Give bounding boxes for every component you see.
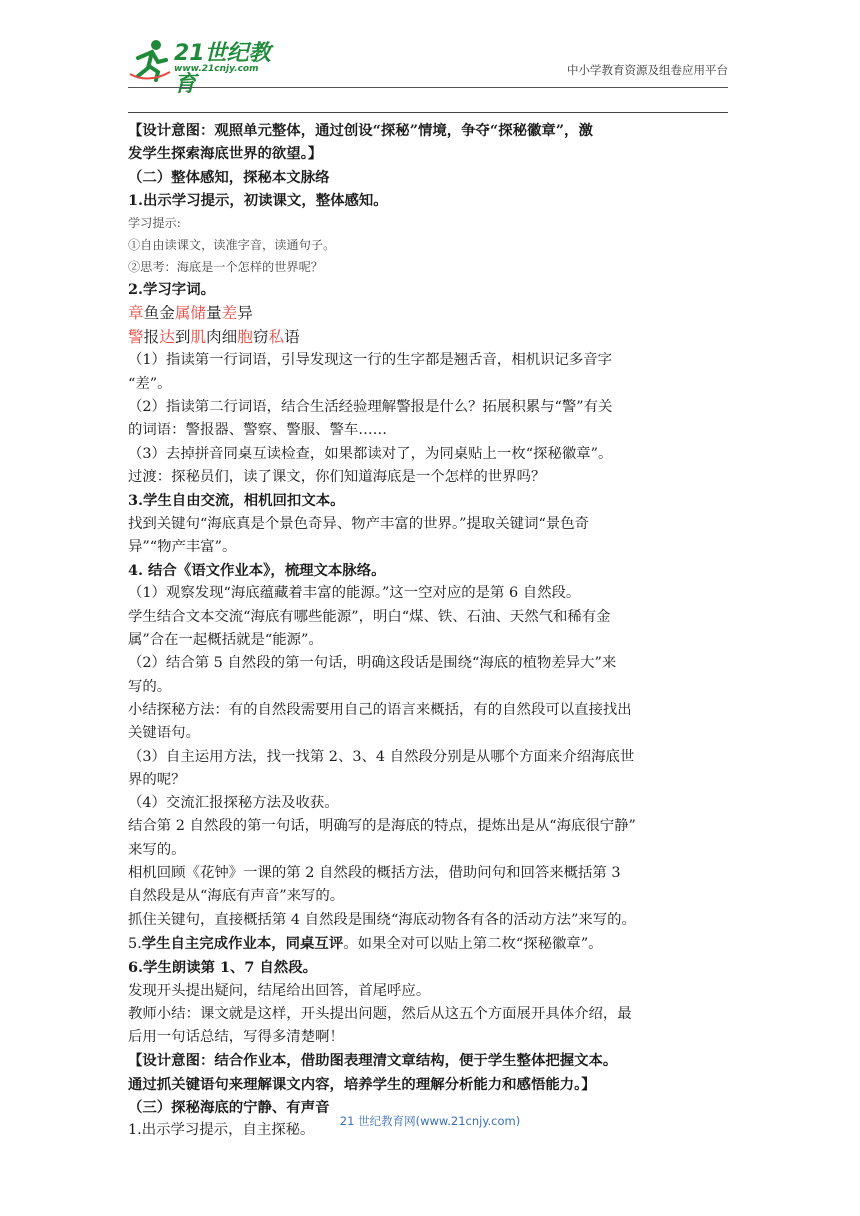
vocab-row-2	[128, 325, 734, 349]
paragraph-line: 结合第 2 自然段的第一句话，明确写的是海底的特点，提炼出是从“海底很宁静”	[128, 818, 636, 835]
vocab-highlight: 差	[221, 304, 238, 323]
paragraph-line: 属”合在一起概括就是“能源”。	[128, 632, 323, 649]
vocab-row-1	[128, 301, 734, 325]
page-footer: 21 世纪教育网(www.21cnjy.com)	[339, 1114, 521, 1128]
paragraph-line: 1.出示学习提示，自主探秘。	[128, 1122, 315, 1139]
platform-title: 中小学教育资源及组卷应用平台	[567, 63, 728, 77]
design-intent-line: 【设计意图：观照单元整体，通过创设“探秘”情境，争夺“探秘徽章”，激	[128, 122, 593, 139]
site-logo	[128, 36, 288, 97]
vocab-text: 异	[237, 304, 253, 323]
paragraph-line: 界的呢？	[128, 771, 186, 788]
step-heading: 2.学习字词。	[128, 281, 215, 299]
paragraph-line: 学生结合文本交流“海底有哪些能源”，明白“煤、铁、石油、天然气和稀有金	[128, 608, 611, 625]
vocab-highlight: 警	[128, 328, 144, 347]
paragraph-line: “差”。	[128, 375, 172, 392]
paragraph-line: 找到关键句“海底真是个景色奇异、物产丰富的世界。”提取关键词“景色奇	[128, 515, 589, 532]
paragraph-line: （1）指读第一行词语，引导发现这一行的生字都是翘舌音，相机识记多音字	[128, 352, 613, 369]
vocab-text: 到	[174, 328, 191, 347]
paragraph-line: 小结探秘方法：有的自然段需要用自己的语言来概括，有的自然段可以直接找出	[128, 701, 632, 718]
logo-name: 21世纪教育	[174, 41, 271, 97]
paragraph-line: 的词语：警报器、警察、警服、警车……	[128, 422, 388, 439]
paragraph-line: 写的。	[128, 678, 172, 695]
study-tip-item: ②思考：海底是一个怎样的世界呢？	[128, 260, 323, 275]
paragraph-line: （3）自主运用方法，找一找第 2、3、4 自然段分别是从哪个方面来介绍海底世	[128, 748, 635, 765]
study-tip-label: 学习提示:	[128, 216, 181, 231]
step-heading: 1.出示学习提示，初读课文，整体感知。	[128, 191, 388, 209]
vocab-highlight: 达	[159, 328, 175, 347]
vocab-highlight: 私	[268, 328, 285, 347]
paragraph-line: 自然段是从“海底有声音”来写的。	[128, 888, 345, 905]
vocab-text: 窃	[252, 328, 269, 347]
vocab-text: 细	[221, 328, 238, 347]
paragraph-line: 关键语句。	[128, 725, 200, 742]
vocab-highlight: 胞	[237, 328, 253, 347]
step-heading: 3.学生自由交流，相机回扣文本。	[128, 492, 345, 510]
design-intent-line: 通过抓关键语句来理解课文内容，培养学生的理解分析能力和感悟能力。】	[128, 1075, 596, 1093]
paragraph-line: （2）结合第 5 自然段的第一句话，明确这段话是围绕“海底的植物差异大”来	[128, 655, 617, 672]
section-heading: （二）整体感知，探秘本文脉络	[128, 168, 330, 186]
document-body	[128, 119, 734, 1143]
paragraph-line: 来写的。	[128, 841, 186, 858]
vocab-highlight: 肌	[190, 328, 207, 347]
paragraph-line: 异”“物产丰富”。	[128, 538, 237, 555]
paragraph-line: （1）观察发现“海底蕴藏着丰富的能源。”这一空对应的是第 6 自然段。	[128, 585, 581, 602]
step-heading: 4. 结合《语文作业本》，梳理文本脉络。	[128, 562, 386, 580]
step-heading-bold: 学生自主完成作业本，同桌互评	[141, 934, 344, 952]
paragraph-line: （3）去掉拼音同桌互读检查，如果都读对了，为同桌贴上一枚“探秘徽章”。	[128, 445, 613, 462]
design-intent-line: 【设计意图：结合作业本，借助图表理清文章结构，便于学生整体把握文本。	[128, 1052, 618, 1070]
paragraph-line: 教师小结：课文就是这样，开头提出问题，然后从这五个方面展开具体介绍，最	[128, 1005, 632, 1022]
vocab-highlight: 属储	[174, 304, 207, 323]
paragraph-line: （4）交流汇报探秘方法及收获。	[128, 795, 339, 812]
paragraph-line: 后用一句话总结，写得多清楚啊！	[128, 1029, 344, 1046]
vocab-text: 量	[206, 304, 222, 323]
step-heading: 6.学生朗读第 1、7 自然段。	[128, 959, 317, 977]
vocab-text: 金	[159, 304, 175, 323]
paragraph-line: 过渡：探秘员们，读了课文，你们知道海底是一个怎样的世界吗？	[128, 468, 546, 485]
paragraph-line: 发现开头提出疑问，结尾给出回答，首尾呼应。	[128, 982, 431, 999]
content-top-rule	[128, 112, 728, 113]
step-number: 5.	[128, 935, 142, 952]
vocab-text: 语	[284, 328, 300, 347]
logo-url: www.21cnjy.com	[174, 64, 259, 74]
step-text: 。如果全对可以贴上第二枚“探秘徽章”。	[343, 935, 603, 952]
vocab-text: 报	[143, 328, 160, 347]
design-intent-line: 发学生探索海底世界的欲望。】	[128, 145, 323, 163]
vocab-highlight: 章	[128, 304, 144, 323]
section-heading: （三）探秘海底的宁静、有声音	[128, 1098, 330, 1116]
paragraph-line: 抓住关键句，直接概括第 4 自然段是围绕“海底动物各有各的活动方法”来写的。	[128, 911, 636, 928]
header-divider	[128, 87, 728, 88]
step-5-line	[128, 932, 734, 956]
page-header	[128, 30, 728, 97]
paragraph-line: （2）指读第二行词语，结合生活经验理解警报是什么？拓展积累与“警”有关	[128, 399, 613, 416]
runner-logo-icon	[128, 38, 172, 82]
paragraph-line: 相机回顾《花钟》一课的第 2 自然段的概括方法，借助问句和回答来概括第 3	[128, 865, 621, 882]
vocab-text: 肉	[206, 328, 222, 347]
vocab-text: 鱼	[143, 304, 160, 323]
study-tip-item: ①自由读课文，读准字音，读通句子。	[128, 238, 336, 253]
